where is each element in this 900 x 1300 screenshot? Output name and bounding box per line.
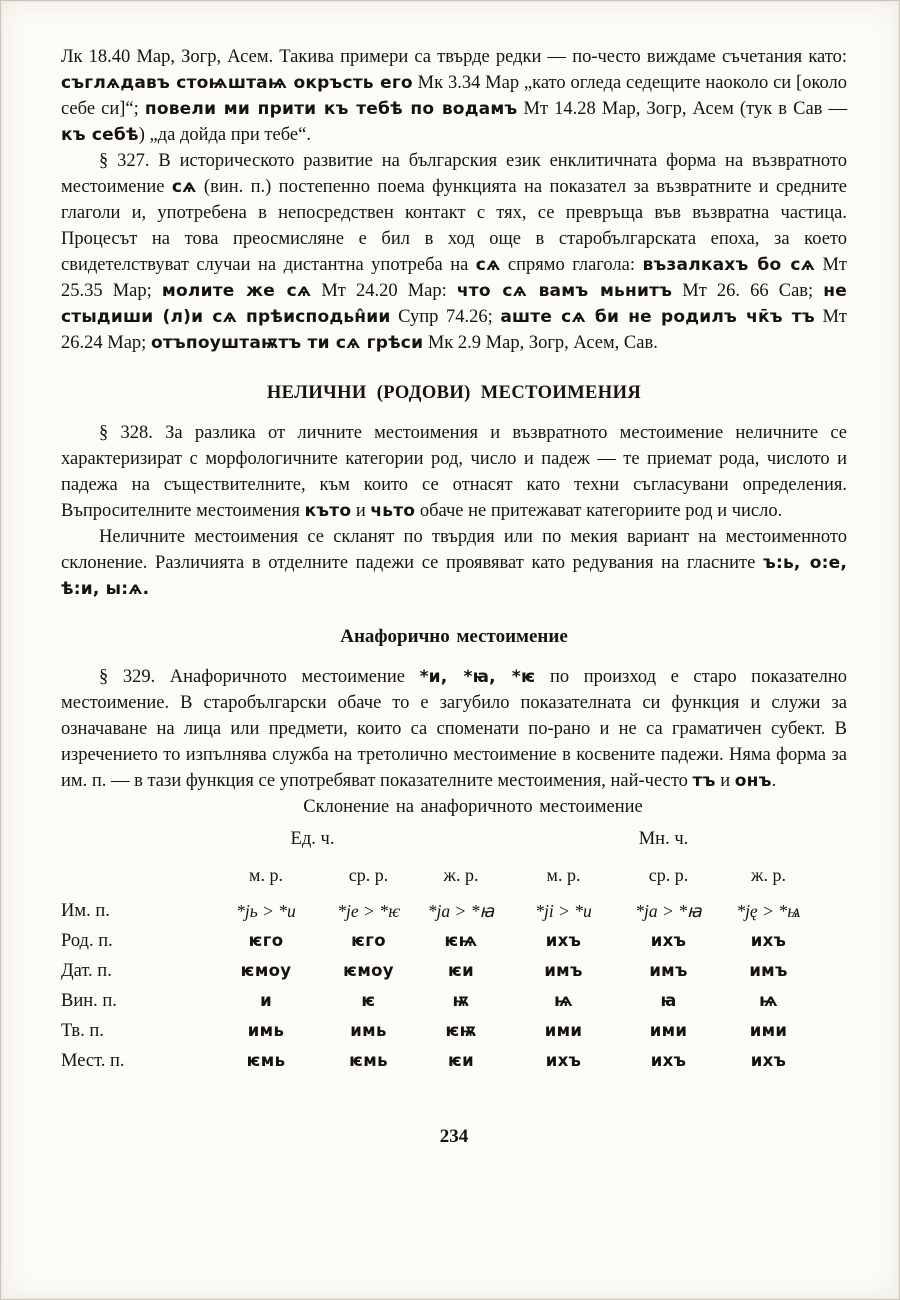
subsection-heading-anaphoric: Анафорично местоимение [340,626,568,647]
row-label-case: Род. п. [61,931,113,951]
row-label-case: Мест. п. [61,1051,125,1071]
declension-cell: и [260,991,272,1010]
old-cyrillic-text: повели ми прити къ тебѣ по водамъ [144,99,518,119]
declension-table [61,824,847,1076]
paragraph-327 [61,148,847,356]
column-header-gender: ж. р. [751,865,786,885]
declension-cell: ихъ [750,931,787,950]
declension-cell: ѥго [248,931,284,950]
body-text: Мк 3.34 Мар „като огледа седещите наоколо си [около себе си]“; [61,73,847,119]
old-cyrillic-text: *и, *ꙗ, *ѥ [419,667,536,687]
group-header-plural: Мн. ч. [638,829,689,849]
body-text: Мк 2.9 Мар, Зогр, Асем, Сав. [423,333,658,353]
declension-cell: имъ [749,961,788,980]
paragraph-examples-continuation [61,44,847,148]
old-cyrillic-text: съглѧдавъ стоѩштаѩ окръсть его [61,73,413,93]
declension-cell: ѭ [452,991,470,1010]
old-cyrillic-text: сѧ [171,177,197,197]
old-cyrillic-text: не стыдиши (л)и сѧ прѣисподьн̂ии [61,281,847,327]
declension-cell: ꙗ [660,991,677,1010]
declension-cell: ихъ [545,1051,582,1070]
row-label-case: Дат. п. [61,961,112,981]
declension-cell: ими [749,1021,788,1040]
body-text: Супр 74.26; [390,307,501,327]
body-text: и [351,501,371,521]
page-number: 234 [439,1126,469,1147]
declension-cell: ѥи [447,1051,474,1070]
declension-cell: имъ [544,961,583,980]
page-content [61,44,847,1150]
declension-cell: ѩ [554,991,573,1010]
declension-cell: *ji > *и [535,901,592,921]
body-text: обаче не притежават категориите род и число. [415,501,783,521]
declension-cell: ѥѩ [444,931,478,950]
body-text: Лк 18.40 Мар, Зогр, Асем. Такива примери са твърде редки — по-често виждаме съчетания като: [61,47,847,67]
old-cyrillic-text: ъ:ь, о:е, ѣ:и, ы:ѧ. [61,553,847,599]
body-text: . [771,771,777,791]
body-text: § 328. За разлика от личните местоимения и възвратното местоимение неличните се характеризират с морфологичните категории род, число и падеж — те приемат рода, числото и падежа на съществителните, към които се отнасят като техни съгласувани определения. Въпросителните местоимения [61,423,847,521]
declension-cell: ѥ [361,991,376,1010]
old-cyrillic-text: сѧ [475,255,501,275]
column-header-gender: ср. р. [648,865,689,885]
body-text: § 327. В историческото развитие на българския език енклитичната форма на възвратното местоимение [61,151,847,197]
declension-cell: *ja > *ꙗ [427,901,495,921]
old-cyrillic-text: что сѧ вамъ мьнитъ [456,281,673,301]
declension-cell: ими [649,1021,688,1040]
column-header-gender: м. р. [546,865,581,885]
declension-cell: *je > *ѥ [337,901,400,921]
row-label-case: Тв. п. [61,1021,104,1041]
declension-cell: ѥго [351,931,386,950]
declension-cell: *jь > *и [236,901,296,921]
declension-cell: ѩ [759,991,778,1010]
column-header-gender: ж. р. [443,865,479,885]
declension-cell: имь [247,1021,285,1040]
body-text: § 329. Анафоричното местоимение [99,667,420,687]
old-cyrillic-text: аште сѧ би не родилъ чк̄ъ тъ [500,307,815,327]
declension-cell: ѥмоу [240,961,292,980]
declension-cell: *ja > *ꙗ [635,901,702,921]
old-cyrillic-text: възалкахъ бо сѧ [642,255,815,275]
body-text: Мт 26. 66 Сав; [672,281,824,301]
declension-cell: ѥѭ [445,1021,477,1040]
old-cyrillic-text: къ себѣ [61,125,139,145]
body-text: (вин. п.) постепенно поема функцията на показател за възвратните и средните глаголи и, употребена в непосредствен контакт с тях, се превръща във възвратна частица. Процесът на това преосмисляне е бил в ход още в старобългарската епоха, за което свидетелствуват случаи на дистантна употреба на [61,177,847,275]
old-cyrillic-text: къто [304,501,352,521]
declension-cell: ими [544,1021,583,1040]
body-text: и [715,771,735,791]
body-text: Мт 14.28 Мар, Зогр, Асем (тук в Сав — [517,99,847,119]
declension-cell: имь [350,1021,387,1040]
declension-cell: ѥи [447,961,474,980]
body-text: Мт 24.20 Мар: [311,281,457,301]
row-label-case: Вин. п. [61,991,117,1011]
paragraph-328b [61,524,847,602]
declension-cell: ѥмь [246,1051,286,1070]
old-cyrillic-text: молите же сѧ [161,281,312,301]
declension-cell: ѥмоу [343,961,394,980]
body-text: Неличните местоимения се скланят по твърдия или по мекия вариант на местоименното склонение. Различията в отделните падежи се проявяват като редувания на гласните [61,527,847,573]
declension-cell: ихъ [545,931,582,950]
paragraph-329 [61,664,847,794]
body-text: Мт 25.35 Мар; [61,255,847,301]
group-header-singular: Ед. ч. [290,829,335,849]
row-label-case: Им. п. [61,901,110,921]
declension-cell: ихъ [750,1051,787,1070]
old-cyrillic-text: тъ [692,771,716,791]
declension-cell: ихъ [650,931,687,950]
body-text: спрямо глагола: [500,255,643,275]
paragraph-328a [61,420,847,524]
column-header-gender: ср. р. [348,865,389,885]
body-text: по произход е старо показателно местоимение. В старобългарски обаче то е загубило показателната си функция и служи за означаване на лица или предмети, които са споменати по-рано и не са граматичен субект. В изречението то изпълнява служба на третолично местоимение в косвените падежи. Няма форма за им. п. — в тази функция се употребяват показателните местоимения, най-често [61,667,847,791]
old-cyrillic-text: онъ [734,771,772,791]
declension-cell: *ję > *ѩ [736,901,801,921]
old-cyrillic-text: отъпоуштаѭтъ ти сѧ грѣси [150,333,424,353]
body-text: Мт 26.24 Мар; [61,307,847,353]
column-header-gender: м. р. [249,865,283,885]
declension-table-title: Склонение на анафоричното местоимение [303,797,643,817]
declension-cell: ихъ [650,1051,687,1070]
body-text: ) „да дойда при тебе“. [138,125,311,145]
section-heading-nelichni: НЕЛИЧНИ (РОДОВИ) МЕСТОИМЕНИЯ [266,383,642,403]
table-spacer [61,860,211,896]
declension-cell: имъ [649,961,688,980]
old-cyrillic-text: чьто [370,501,416,521]
declension-cell: ѥмь [349,1051,388,1070]
